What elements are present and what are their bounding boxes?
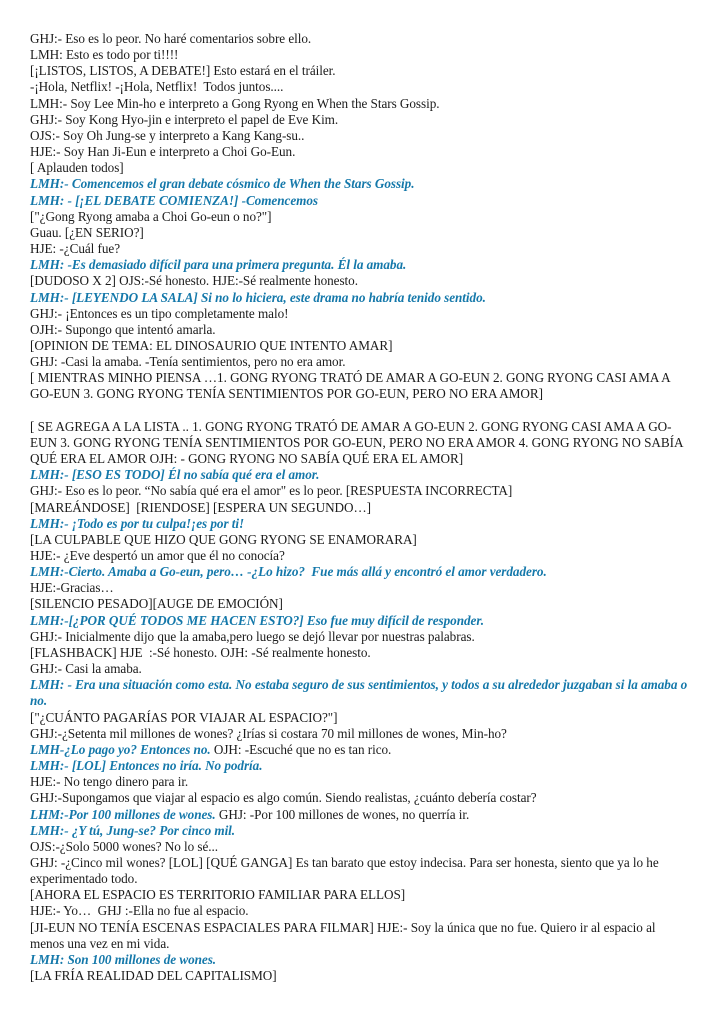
transcript-line: [30, 176, 692, 192]
dialogue-segment: LMH:- Soy Lee Min-ho e interpreto a Gong Ryong en When the Stars Gossip.: [30, 95, 440, 111]
dialogue-segment-accent: LMH: Son 100 millones de wones.: [30, 951, 217, 967]
dialogue-segment: [ Aplauden todos]: [30, 160, 124, 176]
transcript-line: [30, 96, 692, 112]
transcript-line: [30, 63, 692, 79]
dialogue-segment: [ MIENTRAS MINHO PIENSA …1. GONG RYONG TRATÓ DE AMAR A GO-EUN 2. GONG RYONG CASI AMA A GO-EUN 3. GONG RYONG TENÍA SENTIMIENTOS POR GO-EUN, PERO NO ERA AMOR]: [30, 370, 674, 402]
dialogue-segment-accent: LMH:- [ESO ES TODO] Él no sabía qué era el amor.: [30, 467, 320, 483]
transcript-line: [30, 338, 692, 354]
dialogue-segment: GHJ:- Eso es lo peor. No haré comentarios sobre ello.: [30, 31, 312, 46]
transcript-line: [30, 823, 692, 839]
dialogue-segment-accent: LMH:- [LEYENDO LA SALA] Si no lo hiciera, este drama no habría tenido sentido.: [30, 289, 486, 305]
transcript-line: [30, 290, 692, 306]
dialogue-segment: OJH:- Supongo que intentó amarla.: [30, 321, 216, 337]
transcript-line: [30, 807, 692, 823]
dialogue-segment: HJE:- Yo… GHJ :-Ella no fue al espacio.: [30, 903, 249, 919]
dialogue-segment: HJE: -¿Cuál fue?: [30, 241, 121, 257]
transcript-line: [30, 839, 692, 855]
transcript-line: [30, 661, 692, 677]
dialogue-segment-accent: LMH: -Es demasiado difícil para una primera pregunta. Él la amaba.: [30, 257, 407, 273]
dialogue-segment: [¡LISTOS, LISTOS, A DEBATE!] Esto estará en el tráiler.: [30, 63, 336, 79]
transcript-line: [30, 354, 692, 370]
transcript-line: [30, 580, 692, 596]
dialogue-segment: GHJ:- Inicialmente dijo que la amaba,pero luego se dejó llevar por nuestras palabras.: [30, 628, 475, 644]
transcript-line: [30, 677, 692, 709]
dialogue-segment: [SILENCIO PESADO][AUGE DE EMOCIÓN]: [30, 596, 283, 612]
dialogue-segment: HJE:- Soy Han Ji-Eun e interpreto a Choi Go-Eun.: [30, 144, 296, 160]
dialogue-segment-accent: LMH:- ¡Todo es por tu culpa!¡es por ti!: [30, 515, 245, 531]
dialogue-segment-accent: LMH: - [¡EL DEBATE COMIENZA!] -Comencemos: [30, 192, 318, 208]
dialogue-segment-accent: LMH: - Era una situación como esta. No estaba seguro de sus sentimientos, y todos a su alrededor juzgaban si la amaba o no.: [30, 677, 691, 709]
dialogue-segment: GHJ: -¿Cinco mil wones? [LOL] [QUÉ GANGA] Es tan barato que estoy indecisa. Para ser honesta, siento que ya lo he experimentado todo.: [30, 854, 662, 887]
dialogue-segment: [DUDOSO X 2] OJS:-Sé honesto. HJE:-Sé realmente honesto.: [30, 273, 358, 289]
transcript-line: [30, 370, 692, 402]
transcript-line: [30, 128, 692, 144]
dialogue-segment: LMH: Esto es todo por ti!!!!: [30, 47, 179, 63]
transcript-line: [30, 790, 692, 806]
dialogue-segment: GHJ:- Eso es lo peor. “No sabía qué era el amor" es lo peor. [RESPUESTA INCORRECTA]: [30, 483, 513, 499]
dialogue-segment: HJE:-Gracias…: [30, 580, 114, 596]
dialogue-segment: [AHORA EL ESPACIO ES TERRITORIO FAMILIAR PARA ELLOS]: [30, 887, 406, 903]
dialogue-segment: HJE:- ¿Eve despertó un amor que él no conocía?: [30, 548, 285, 563]
dialogue-segment: OJH: -Escuché que no es tan rico.: [210, 741, 392, 757]
dialogue-segment: GHJ: -Casi la amaba. -Tenía sentimientos, pero no era amor.: [30, 354, 346, 370]
transcript-line: [30, 500, 692, 516]
dialogue-segment-accent: LMH:- [LOL] Entonces no iría. No podría.: [30, 758, 263, 774]
transcript-line: [30, 645, 692, 661]
transcript-line: [30, 596, 692, 612]
transcript-line: [30, 629, 692, 645]
transcript-line: [30, 710, 692, 726]
transcript-text: [30, 31, 692, 984]
blank-line: [30, 403, 692, 419]
dialogue-segment: ["¿CUÁNTO PAGARÍAS POR VIAJAR AL ESPACIO?"]: [30, 709, 338, 725]
transcript-line: [30, 613, 692, 629]
dialogue-segment: [OPINION DE TEMA: EL DINOSAURIO QUE INTENTO AMAR]: [30, 337, 393, 353]
transcript-line: [30, 903, 692, 919]
transcript-line: [30, 79, 692, 95]
transcript-line: [30, 144, 692, 160]
dialogue-segment: GHJ:-Supongamos que viajar al espacio es algo común. Siendo realistas, ¿cuánto debería costar?: [30, 790, 537, 806]
dialogue-segment: GHJ:- Soy Kong Hyo-jin e interpreto el papel de Eve Kim.: [30, 111, 339, 127]
transcript-line: [30, 483, 692, 499]
transcript-line: [30, 193, 692, 209]
transcript-line: [30, 968, 692, 984]
transcript-line: [30, 419, 692, 467]
transcript-line: [30, 31, 692, 47]
dialogue-segment: OJS:- Soy Oh Jung-se y interpreto a Kang Kang-su..: [30, 127, 305, 143]
dialogue-segment-accent: LMH-¿Lo pago yo? Entonces no.: [30, 741, 211, 757]
dialogue-segment: [LA CULPABLE QUE HIZO QUE GONG RYONG SE ENAMORARA]: [30, 531, 417, 547]
transcript-line: [30, 952, 692, 968]
transcript-line: [30, 306, 692, 322]
transcript-line: [30, 273, 692, 289]
transcript-line: [30, 209, 692, 225]
dialogue-segment: Guau. [¿EN SERIO?]: [30, 224, 144, 240]
transcript-line: [30, 758, 692, 774]
transcript-line: [30, 516, 692, 532]
dialogue-segment: GHJ:- ¡Entonces es un tipo completamente malo!: [30, 305, 289, 321]
dialogue-segment-accent: LHM:-Por 100 millones de wones.: [30, 806, 216, 822]
dialogue-segment-accent: LMH:-[¿POR QUÉ TODOS ME HACEN ESTO?] Eso fue muy difícil de responder.: [30, 612, 484, 628]
dialogue-segment: -¡Hola, Netflix! -¡Hola, Netflix! Todos juntos....: [30, 79, 284, 95]
dialogue-segment: [FLASHBACK] HJE :-Sé honesto. OJH: -Sé realmente honesto.: [30, 644, 371, 660]
dialogue-segment: [JI-EUN NO TENÍA ESCENAS ESPACIALES PARA FILMAR] HJE:- Soy la única que no fue. Quiero ir al espacio al menos una vez en mi vida.: [30, 919, 659, 951]
dialogue-segment: OJS:-¿Solo 5000 wones? No lo sé...: [30, 838, 219, 854]
dialogue-segment: [MAREÁNDOSE] [RIENDOSE] [ESPERA UN SEGUNDO…]: [30, 499, 371, 515]
dialogue-segment: HJE:- No tengo dinero para ir.: [30, 774, 189, 790]
dialogue-segment: GHJ: -Por 100 millones de wones, no querría ir.: [215, 806, 470, 822]
dialogue-segment: GHJ:-¿Setenta mil millones de wones? ¿Irías si costara 70 mil millones de wones, Min-ho?: [30, 725, 507, 741]
transcript-line: [30, 225, 692, 241]
dialogue-segment: ["¿Gong Ryong amaba a Choi Go-eun o no?"]: [30, 208, 272, 224]
transcript-line: [30, 887, 692, 903]
dialogue-segment: GHJ:- Casi la amaba.: [30, 661, 142, 677]
transcript-line: [30, 112, 692, 128]
transcript-line: [30, 920, 692, 952]
transcript-line: [30, 467, 692, 483]
transcript-line: [30, 257, 692, 273]
transcript-line: [30, 726, 692, 742]
dialogue-segment: [ SE AGREGA A LA LISTA .. 1. GONG RYONG TRATÓ DE AMAR A GO-EUN 2. GONG RYONG CASI AMA A GO-EUN 3. GONG RYONG TENÍA SENTIMIENTOS POR GO-EUN, PERO NO ERA AMOR 4. GONG RYONG NO SABÍA QUÉ ERA EL AMOR OJH: - GONG RYONG NO SABÍA QUÉ ERA EL AMOR]: [30, 418, 686, 467]
transcript-line: [30, 855, 692, 887]
transcript-line: [30, 532, 692, 548]
transcript-line: [30, 47, 692, 63]
transcript-line: [30, 742, 692, 758]
dialogue-segment-accent: LMH:-Cierto. Amaba a Go-eun, pero… -¿Lo hizo? Fue más allá y encontró el amor verdadero.: [30, 564, 547, 580]
dialogue-segment-accent: LMH:- ¿Y tú, Jung-se? Por cinco mil.: [30, 822, 236, 838]
transcript-line: [30, 160, 692, 176]
dialogue-segment: [LA FRÍA REALIDAD DEL CAPITALISMO]: [30, 968, 277, 984]
dialogue-segment-accent: LMH:- Comencemos el gran debate cósmico de When the Stars Gossip.: [30, 176, 415, 192]
transcript-line: [30, 774, 692, 790]
transcript-line: [30, 548, 692, 564]
transcript-line: [30, 241, 692, 257]
transcript-line: [30, 322, 692, 338]
transcript-line: [30, 564, 692, 580]
